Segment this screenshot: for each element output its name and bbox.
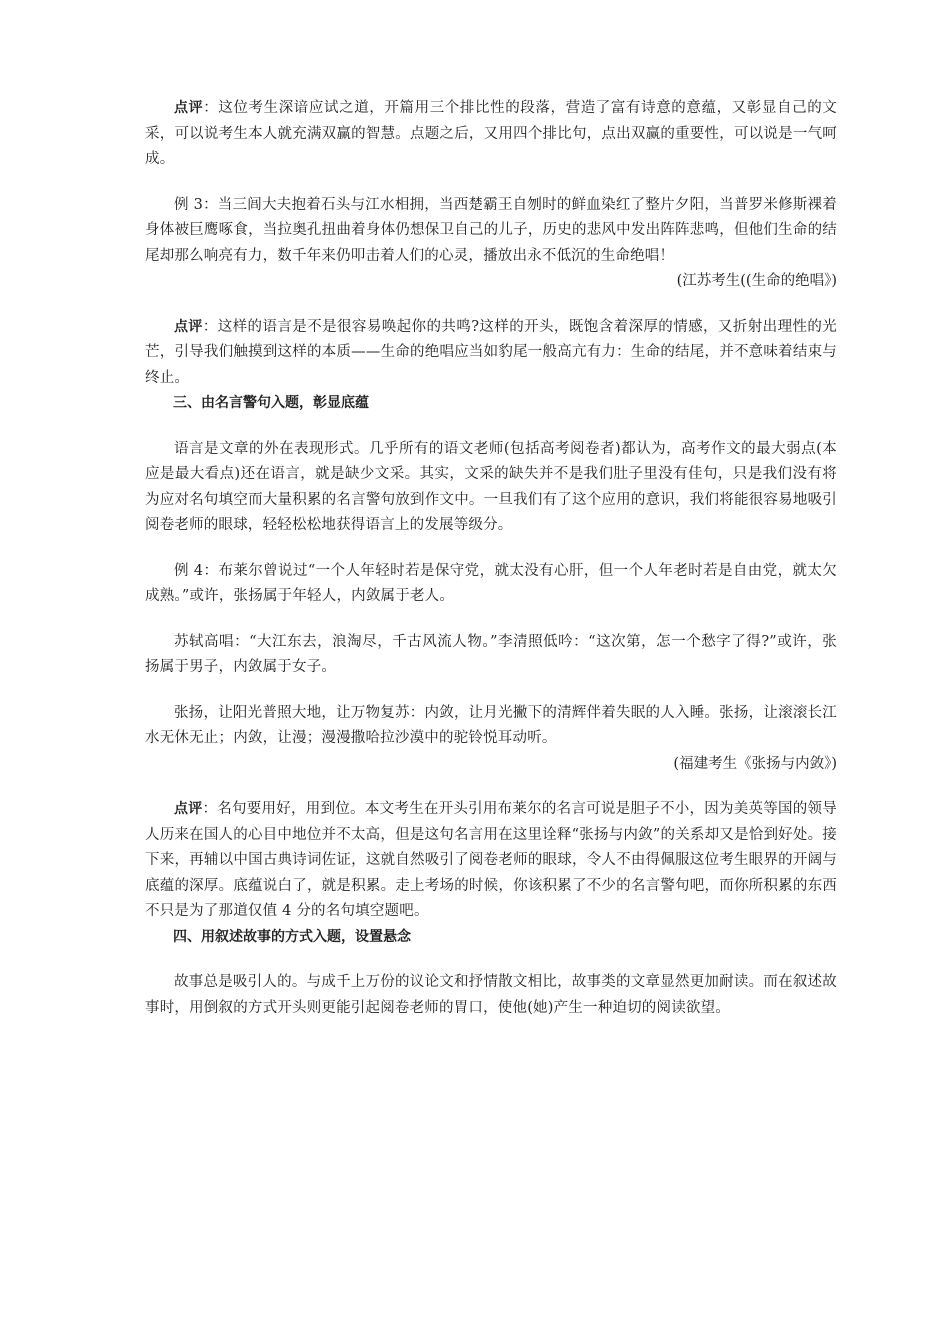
section-heading-4: 四、用叙述故事的方式入题，设置悬念 — [173, 928, 411, 945]
su-shi-paragraph: 苏轼高唱：“大江东去，浪淘尽，千古风流人物。”李清照低吟：“这次第，怎一个愁字了得?”或许，张扬属于男子，内敛属于女子。 — [145, 633, 837, 675]
example-3-paragraph: 例 3：当三闾大夫抱着石头与江水相拥，当西楚霸王自刎时的鲜血染红了整片夕阳，当普罗米修斯裸着身体被巨鹰啄食，当拉奥孔扭曲着身体仍想保卫自己的儿子，历史的悲风中发出阵阵悲鸣，但他们生命的结尾却那么响亮有力，数千年来仍叩击着人们的心灵，播放出永不低沉的生命绝唱！ — [145, 196, 837, 264]
commentary-paragraph-3 — [145, 797, 837, 925]
commentary-paragraph-2 — [145, 315, 837, 392]
section-heading-3: 三、由名言警句入题，彰显底蕴 — [173, 395, 369, 411]
commentary-label: 点评 — [174, 100, 204, 116]
commentary-paragraph-1 — [145, 96, 837, 173]
section-3-intro-paragraph: 语言是文章的外在表现形式。几乎所有的语文老师(包括高考阅卷者)都认为，高考作文的最大弱点(本应是最大看点)还在语言，就是缺少文采。其实，文采的缺失并不是我们肚子里没有佳句，只是我们没有将为应对名句填空而大量积累的名言警句放到作文中。一旦我们有了这个应用的意识，我们将能很容易地吸引阅卷老师的眼球，轻轻松松地获得语言上的发展等级分。 — [145, 440, 837, 533]
commentary-text: ：这样的语言是不是很容易唤起你的共鸣?这样的开头，既饱含着深厚的情感，又折射出理性的光芒，引导我们触摸到这样的本质——生命的绝唱应当如豹尾一般高亢有力：生命的结尾，并不意味着结束与终止。 — [145, 318, 837, 386]
commentary-label: 点评 — [174, 318, 203, 335]
commentary-label: 点评 — [174, 801, 203, 817]
zhangyang-paragraph: 张扬，让阳光普照大地，让万物复苏：内敛，让月光撇下的清辉伴着失眠的人入睡。张扬，让滚滚长江水无休无止；内敛，让漫；漫漫撒哈拉沙漠中的驼铃悦耳动听。 — [145, 704, 837, 746]
source-citation-jiangsu: (江苏考生((生命的绝唱》) — [676, 273, 837, 289]
commentary-text: ：这位考生深谙应试之道，开篇用三个排比性的段落，营造了富有诗意的意蕴，又彰显自己的文采，可以说考生本人就充满双赢的智慧。点题之后，又用四个排比句，点出双赢的重要性，可以说是一气呵成。 — [145, 100, 837, 167]
example-4-paragraph: 例 4：布莱尔曾说过“一个人年轻时若是保守党，就太没有心肝，但一个人年老时若是自由党，就太欠成熟。”或许，张扬属于年轻人，内敛属于老人。 — [145, 562, 837, 604]
document-page — [145, 96, 837, 1021]
commentary-text: ：名句要用好，用到位。本文考生在开头引用布莱尔的名言可说是胆子不小，因为美英等国的领导人历来在国人的心目中地位并不太高，但是这句名言用在这里诠释“张扬与内敛”的关系却又是恰到好处。接下来，再辅以中国古典诗词佐证，这就自然吸引了阅卷老师的眼球，令人不由得佩服这位考生眼界的开阔与底蕴的深厚。底蕴说白了，就是积累。走上考场的时候，你该积累了不少的名言警句吧，而你所积累的东西不只是为了那道仅值 4 分的名句填空题吧。 — [145, 801, 837, 919]
source-citation-fujian: (福建考生《张扬与内敛》) — [673, 755, 837, 772]
section-4-intro-paragraph: 故事总是吸引人的。与成千上万份的议论文和抒情散文相比，故事类的文章显然更加耐读。而在叙述故事时，用倒叙的方式开头则更能引起阅卷老师的胃口，使他(她)产生一种迫切的阅读欲望。 — [145, 974, 837, 1016]
